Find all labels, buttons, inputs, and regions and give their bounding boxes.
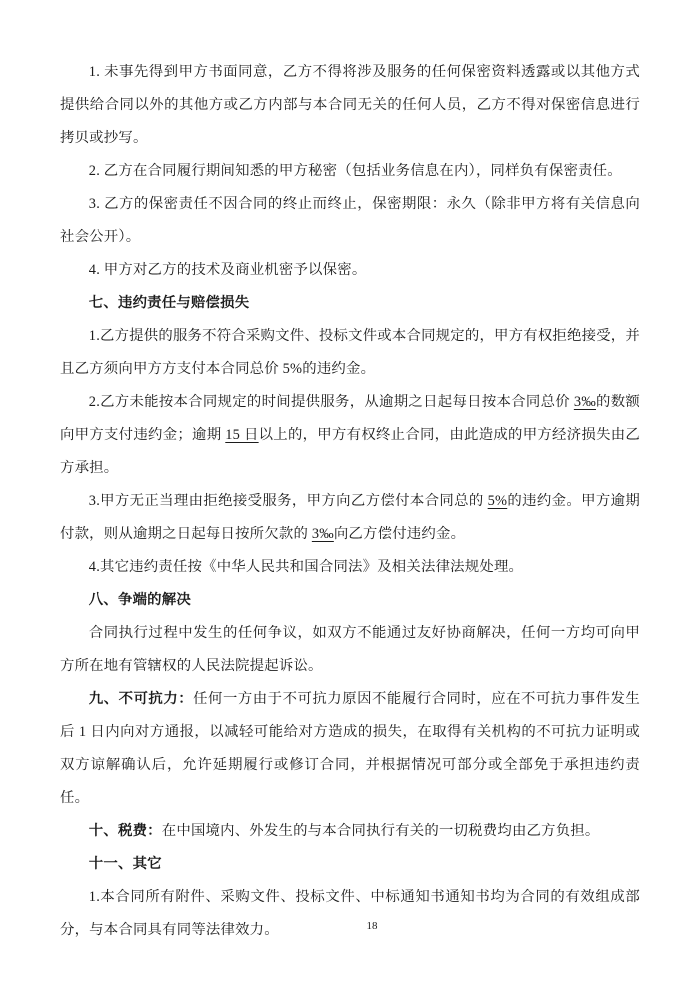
section-heading-text: 七、违约责任与赔偿损失 — [88, 295, 250, 311]
clause-text: 1.乙方提供的服务不符合采购文件、投标文件或本合同规定的，甲方有权拒绝接受，并且乙方须向甲方方支付本合同总价 5%的违约金。 — [60, 328, 640, 377]
clause-text: 在中国境内、外发生的与本合同执行有关的一切税费均由乙方负担。 — [161, 823, 600, 839]
clause-text: 向乙方偿付违约金。 — [333, 526, 466, 542]
underlined-value: 3‰ — [311, 526, 334, 542]
clause-text: 合同执行过程中发生的任何争议，如双方不能通过友好协商解决，任何一方均可向甲方所在地有管辖权的人民法院提起诉讼。 — [60, 625, 640, 674]
section-heading-7 — [60, 287, 640, 320]
clause-confidentiality-4 — [60, 254, 640, 287]
clause-text: 的数额向甲方支付违约金；逾期 — [60, 394, 640, 443]
clause-text: 1. 未事先得到甲方书面同意，乙方不得将涉及服务的任何保密资料透露或以其他方式提供给合同以外的其他方或乙方内部与本合同无关的任何人员，乙方不得对保密信息进行拷贝或抄写。 — [60, 64, 640, 146]
section-heading-11 — [60, 848, 640, 881]
clause-confidentiality-2 — [60, 155, 640, 188]
section-heading-text: 八、争端的解决 — [88, 592, 191, 608]
clause-text: 的违约金。甲方逾期付款，则从逾期之日起每日按所欠款的 — [60, 493, 640, 542]
underlined-value: 5% — [487, 493, 508, 509]
clause-text: 2.乙方未能按本合同规定的时间提供服务，从逾期之日起每日按本合同总价 — [88, 394, 574, 410]
clause-breach-3 — [60, 485, 640, 551]
section-heading-text: 十一、其它 — [88, 856, 162, 872]
clause-other-1 — [60, 881, 640, 947]
clause-breach-4 — [60, 551, 640, 584]
page-number: 18 — [366, 920, 378, 932]
inline-heading-text: 九、不可抗力： — [88, 691, 194, 707]
clause-text: 3. 乙方的保密责任不因合同的终止而终止，保密期限：永久（除非甲方将有关信息向社会公开）。 — [60, 196, 640, 245]
underlined-value: 3‰ — [573, 394, 597, 410]
clause-text: 任何一方由于不可抗力原因不能履行合同时，应在不可抗力事件发生后 1 日内向对方通报，以减轻可能给对方造成的损失，在取得有关机构的不可抗力证明或双方谅解确认后，允许延期履行或修订合同，并根据情况可部分或全部免于承担违约责任。 — [60, 691, 640, 806]
clause-breach-2 — [60, 386, 640, 485]
clause-text: 1.本合同所有附件、采购文件、投标文件、中标通知书通知书均为合同的有效组成部分，与本合同具有同等法律效力。 — [60, 889, 640, 938]
clause-dispute — [60, 617, 640, 683]
clause-text: 2. 乙方在合同履行期间知悉的甲方秘密（包括业务信息在内），同样负有保密责任。 — [88, 163, 622, 179]
clause-taxes — [60, 815, 640, 848]
clause-text: 4. 甲方对乙方的技术及商业机密予以保密。 — [88, 262, 367, 278]
underlined-value: 15 日 — [225, 427, 259, 443]
clause-force-majeure — [60, 683, 640, 815]
clause-text: 以上的，甲方有权终止合同，由此造成的甲方经济损失由乙方承担。 — [60, 427, 641, 476]
inline-heading-text: 十、税费： — [88, 823, 162, 839]
page-content — [60, 56, 640, 947]
clause-text: 3.甲方无正当理由拒绝接受服务，甲方向乙方偿付本合同总的 — [88, 493, 488, 509]
clause-confidentiality-1 — [60, 56, 640, 155]
clause-confidentiality-3 — [60, 188, 640, 254]
section-heading-8 — [60, 584, 640, 617]
clause-breach-1 — [60, 320, 640, 386]
clause-text: 4.其它违约责任按《中华人民共和国合同法》及相关法律法规处理。 — [88, 559, 524, 575]
